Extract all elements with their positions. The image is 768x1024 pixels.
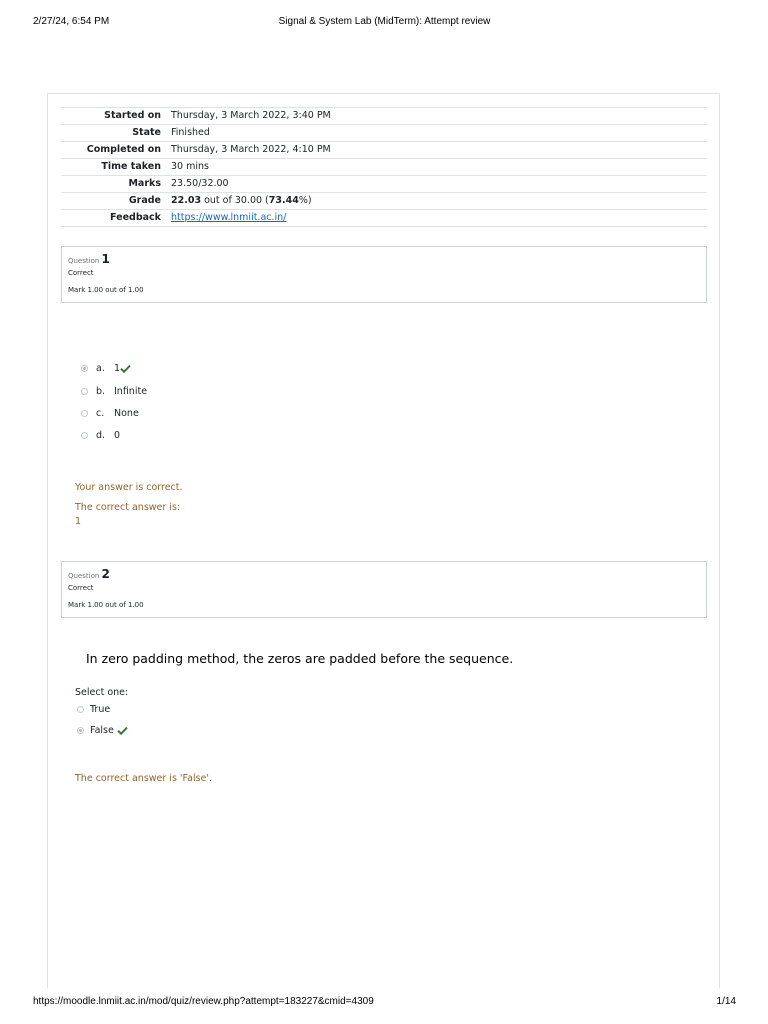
select-one-prompt: Select one:	[75, 687, 129, 698]
question-state: Correct	[68, 584, 94, 592]
question-label: Question	[68, 572, 100, 580]
print-footer	[33, 996, 736, 1010]
question-text: In zero padding method, the zeros are padded before the sequence.	[86, 651, 514, 666]
summary-row-completed-on	[61, 142, 707, 159]
grade-percent-suffix: %)	[298, 195, 312, 206]
print-url: https://moodle.lnmiit.ac.in/mod/quiz/review.php?attempt=183227&cmid=4309	[33, 996, 374, 1007]
summary-value: Finished	[171, 127, 210, 138]
print-page-number: 1/14	[716, 996, 736, 1007]
summary-value: 30 mins	[171, 161, 209, 172]
answer-text: 1	[114, 363, 121, 374]
grade-value: 22.03	[171, 195, 202, 206]
summary-label: Grade	[128, 195, 161, 206]
summary-row-state	[61, 125, 707, 142]
summary-label: Marks	[128, 178, 161, 189]
summary-value: Thursday, 3 March 2022, 4:10 PM	[171, 144, 331, 155]
answer-text: False	[90, 725, 114, 736]
summary-value: Thursday, 3 March 2022, 3:40 PM	[171, 110, 331, 121]
grade-percent: 73.44	[268, 195, 299, 206]
summary-label: Feedback	[110, 212, 161, 223]
answer-radio[interactable]	[81, 410, 88, 417]
summary-row-feedback	[61, 210, 707, 227]
summary-value	[166, 193, 707, 210]
summary-row-time-taken	[61, 159, 707, 176]
summary-value: 23.50/32.00	[171, 178, 229, 189]
print-page-title: Signal & System Lab (MidTerm): Attempt review	[278, 16, 491, 27]
question-label: Question	[68, 257, 100, 265]
answer-letter: a.	[96, 363, 105, 374]
answer-feedback: Your answer is correct.	[75, 482, 183, 493]
attempt-summary-table	[61, 107, 707, 227]
review-page-frame	[47, 93, 720, 988]
summary-value	[166, 210, 707, 227]
summary-label: Time taken	[101, 161, 161, 172]
summary-label: Started on	[104, 110, 161, 121]
answer-radio[interactable]	[81, 432, 88, 439]
print-datetime: 2/27/24, 6:54 PM	[33, 16, 110, 27]
question-number	[68, 567, 700, 581]
answer-letter: b.	[96, 386, 106, 397]
answer-radio[interactable]	[77, 727, 84, 734]
question-grade: Mark 1.00 out of 1.00	[68, 286, 144, 294]
answer-radio[interactable]	[81, 365, 88, 372]
question-grade: Mark 1.00 out of 1.00	[68, 601, 144, 609]
summary-label: Completed on	[86, 144, 161, 155]
answer-radio[interactable]	[81, 388, 88, 395]
answer-radio[interactable]	[77, 706, 84, 713]
right-answer-block	[75, 501, 180, 529]
correct-check-icon	[120, 364, 131, 373]
right-answer-label: The correct answer is:	[75, 502, 181, 513]
answer-text-wrap	[114, 363, 131, 375]
correct-check-icon	[117, 726, 128, 735]
answer-text: 0	[114, 430, 121, 441]
answer-text-wrap	[90, 725, 128, 737]
answer-letter: c.	[96, 408, 105, 419]
question-state: Correct	[68, 269, 94, 277]
answer-text: None	[114, 408, 139, 419]
summary-row-grade	[61, 193, 707, 210]
question-number	[68, 252, 700, 266]
question-1-info	[61, 246, 707, 303]
grade-out-of: out of 30.00 (	[201, 195, 269, 206]
feedback-link[interactable]: https://www.lnmiit.ac.in/	[171, 212, 287, 223]
answer-text: True	[90, 704, 111, 715]
question-number-value: 1	[101, 252, 110, 266]
question-2-info	[61, 561, 707, 618]
right-answer: The correct answer is 'False'.	[75, 773, 213, 784]
print-header	[33, 16, 736, 30]
answer-text: Infinite	[114, 386, 148, 397]
summary-row-marks	[61, 176, 707, 193]
summary-label: State	[132, 127, 161, 138]
summary-row-started-on	[61, 108, 707, 125]
question-number-value: 2	[101, 567, 110, 581]
answer-letter: d.	[96, 430, 106, 441]
right-answer-value: 1	[75, 516, 82, 527]
